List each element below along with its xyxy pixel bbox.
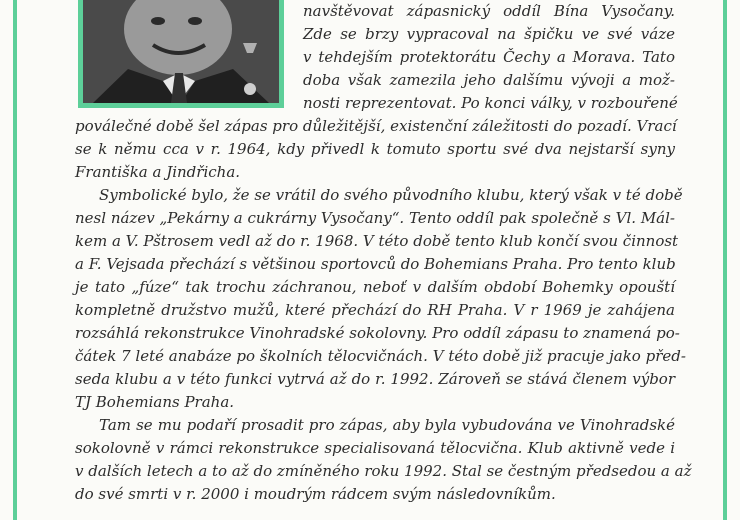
text-line: navštěvovat zápasnický oddíl Bína Vysočany. (303, 2, 675, 20)
text-line: rozsáhlá rekonstrukce Vinohradské sokolovny. Pro oddíl zápasu to znamená po- (75, 324, 680, 342)
text-line: sokolovně v rámci rekonstrukce specialisovaná tělocvična. Klub aktivně vede i (75, 439, 675, 457)
document-page (30, 0, 720, 520)
text-line: Tam se mu podaří prosadit pro zápas, aby byla vybudována ve Vinohradské (99, 416, 675, 434)
body-text (75, 0, 692, 506)
paragraph (75, 0, 678, 184)
left-border-line (13, 0, 17, 520)
right-border-line (723, 0, 727, 520)
text-line: doba však zamezila jeho dalšímu vývoji a mož- (303, 71, 675, 89)
text-line: a F. Vejsada přechází s většinou sportovců do Bohemians Praha. Pro tento klub (75, 255, 676, 273)
text-line: nesl název „Pekárny a cukrárny Vysočany“. Tento oddíl pak společně s Vl. Mál- (75, 209, 675, 227)
text-line: seda klubu a v této funkci vytrvá až do r. 1992. Zároveň se stává členem výbor (75, 370, 675, 388)
text-line: kompletně družstvo mužů, které přechází do RH Praha. V r 1969 je zahájena (75, 301, 675, 319)
text-line: Zde se brzy vypracoval na špičku ve své váze (303, 25, 675, 43)
text-line: čátek 7 leté anabáze po školních tělocvičnách. V této době již pracuje jako před- (75, 347, 686, 365)
text-line: v tehdejším protektorátu Čechy a Morava. Tato (303, 48, 675, 66)
paragraph (75, 414, 692, 506)
paragraph (75, 184, 686, 414)
text-line: v dalších letech a to až do zmíněného roku 1992. Stal se čestným předsedou a až (75, 462, 692, 480)
text-line: Františka a Jindřicha. (75, 163, 241, 181)
text-line: je tato „fúze“ tak trochu záchranou, neboť v dalším období Bohemky opouští (75, 278, 675, 296)
text-line: do své smrti v r. 2000 i moudrým rádcem svým následovníkům. (75, 485, 556, 503)
text-line: poválečné době šel zápas pro důležitější, existenční záležitosti do pozadí. Vrací (75, 117, 677, 135)
text-line: nosti reprezentovat. Po konci války, v rozbouřené (303, 94, 678, 112)
text-line: TJ Bohemians Praha. (75, 393, 235, 411)
text-line: Symbolické bylo, že se vrátil do svého původního klubu, který však v té době (99, 186, 683, 204)
text-line: se k němu cca v r. 1964, kdy přivedl k tomuto sportu své dva nejstarší syny (75, 140, 675, 158)
text-line: kem a V. Pštrosem vedl až do r. 1968. V této době tento klub končí svou činnost (75, 232, 679, 250)
